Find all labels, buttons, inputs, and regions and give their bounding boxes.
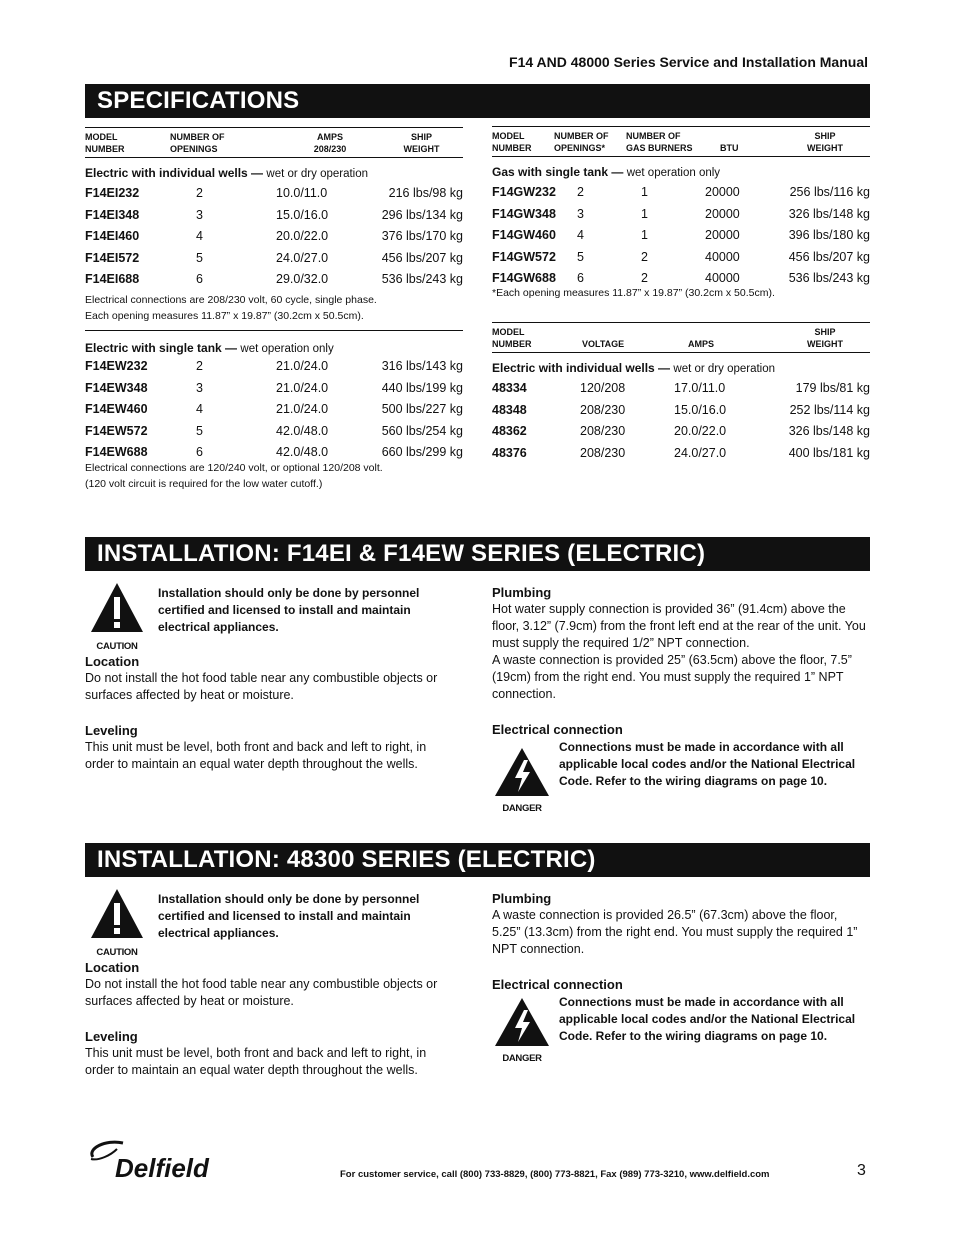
- col-header: SHIP WEIGHT: [403, 132, 440, 154]
- table-cell: 40000: [705, 271, 740, 286]
- table-cell: 20000: [705, 206, 740, 221]
- table-note: Electrical connections are 120/240 volt, or optional 120/208 volt.: [85, 461, 383, 474]
- section-text: A waste connection is provided 25” (63.5cm) above the floor, 7.5” (19cm) from the right end. You must supply the required 1” NPT connection.: [492, 653, 852, 701]
- table-row: [492, 225, 870, 247]
- table-cell: 1: [641, 228, 648, 243]
- caution-text: Installation should only be done by personnel certified and licensed to install and maintain electrical appliances.: [158, 892, 420, 940]
- table-cell: 316 lbs/143 kg: [381, 358, 463, 373]
- table-cell: 326 lbs/148 kg: [788, 206, 870, 221]
- table-cell: 179 lbs/81 kg: [795, 381, 870, 395]
- table-cell: 29.0/32.0: [276, 272, 329, 287]
- table-cell: 15.0/16.0: [674, 402, 727, 417]
- table-cell: 10.0/11.0: [276, 186, 328, 200]
- delfield-logo: [85, 1137, 265, 1186]
- plumbing-section: [492, 585, 867, 703]
- table-cell: F14EW460: [85, 402, 148, 417]
- table-cell: 296 lbs/134 kg: [381, 207, 463, 222]
- section-text: Hot water supply connection is provided 36” (91.4cm) above the floor, 3.12” (7.9cm) from the front left end at the rear of the unit. You must supply the required 1/2” NPT connection.: [492, 602, 866, 650]
- table-cell: 40000: [705, 249, 740, 264]
- location-section: [85, 654, 455, 704]
- col-header: NUMBER OF OPENINGS*: [554, 131, 609, 153]
- section-title: Leveling: [85, 1029, 138, 1044]
- table-row: [492, 400, 870, 422]
- group-title: Electric with individual wells — wet or dry operation: [85, 166, 369, 180]
- table-cell: 42.0/48.0: [276, 445, 329, 460]
- table-cell: F14EI688: [85, 272, 140, 287]
- table-header: [85, 127, 463, 158]
- table-row: [492, 378, 870, 400]
- table-cell: F14GW348: [492, 206, 556, 221]
- col-header: SHIP WEIGHT: [807, 131, 843, 153]
- table-cell: 3: [196, 207, 203, 222]
- table-cell: 400 lbs/181 kg: [788, 445, 870, 460]
- caution-icon: [88, 580, 146, 652]
- table-cell: 48348: [492, 402, 527, 417]
- col-header: SHIP WEIGHT: [807, 327, 843, 349]
- danger-icon: [492, 746, 552, 814]
- installation-48300-heading: INSTALLATION: 48300 SERIES (ELECTRIC): [85, 843, 870, 877]
- section-title: Location: [85, 960, 140, 975]
- col-header: MODEL NUMBER: [492, 327, 532, 349]
- table-row: [492, 247, 870, 269]
- leveling-section: [85, 1029, 455, 1079]
- table-cell: F14EI348: [85, 207, 140, 222]
- table-cell: 42.0/48.0: [276, 423, 329, 438]
- electrical-text: Connections must be made in accordance with all applicable local codes and/or the National Electrical Code. Refer to the wiring diagrams on page 10.: [559, 740, 856, 788]
- table-cell: 21.0/24.0: [276, 402, 329, 417]
- section-text: A waste connection is provided 26.5” (67.3cm) above the floor, 5.25” (13.3cm) from the right end. You must supply the required 1” NPT connection.: [492, 908, 858, 956]
- table-row: [85, 183, 463, 205]
- group-title: Electric with single tank — wet operation only: [85, 340, 334, 355]
- table-cell: F14EW348: [85, 380, 148, 395]
- col-header: AMPS 208/230: [313, 132, 347, 154]
- table-cell: 48376: [492, 445, 527, 460]
- table-cell: 21.0/24.0: [276, 380, 329, 395]
- table-cell: F14GW572: [492, 249, 556, 264]
- table-cell: 456 lbs/207 kg: [788, 249, 870, 264]
- group-title: Electric with individual wells — wet or dry operation: [492, 361, 776, 375]
- table-cell: 252 lbs/114 kg: [789, 402, 870, 417]
- table-cell: 15.0/16.0: [276, 207, 329, 222]
- table-row: [85, 421, 463, 443]
- table-cell: 440 lbs/199 kg: [381, 380, 463, 395]
- caution-text: Installation should only be done by personnel certified and licensed to install and maintain electrical appliances.: [158, 586, 420, 634]
- table-cell: 120/208: [580, 381, 626, 395]
- table-row: [85, 269, 463, 291]
- table-cell: 48334: [492, 381, 527, 395]
- table-cell: F14EW232: [85, 358, 148, 373]
- table-cell: 456 lbs/207 kg: [381, 250, 463, 265]
- table-row: [492, 421, 870, 443]
- section-text: Do not install the hot food table near any combustible objects or surfaces affected by heat or moisture.: [85, 977, 438, 1008]
- col-header: MODEL NUMBER: [492, 131, 532, 153]
- table-cell: F14EI232: [85, 186, 140, 200]
- group-title: Gas with single tank — wet operation only: [492, 165, 721, 179]
- table-cell: 2: [641, 249, 648, 264]
- table-cell: 2: [641, 271, 648, 286]
- table-header: [492, 322, 870, 353]
- table-cell: 1: [641, 206, 648, 221]
- series-spec-table: [492, 322, 870, 464]
- table-cell: 256 lbs/116 kg: [789, 185, 870, 199]
- danger-label: DANGER: [502, 803, 542, 814]
- caution-label: CAUTION: [96, 641, 138, 652]
- electrical-title: Electrical connection: [492, 722, 623, 737]
- table-cell: 6: [196, 445, 203, 460]
- table-row: [85, 378, 463, 400]
- table-cell: 376 lbs/170 kg: [381, 229, 463, 244]
- table-cell: 208/230: [580, 445, 626, 460]
- table-cell: 24.0/27.0: [674, 445, 727, 460]
- table-cell: F14GW232: [492, 185, 556, 199]
- specifications-heading: SPECIFICATIONS: [85, 84, 870, 118]
- table-row: [492, 182, 870, 204]
- caution-label: CAUTION: [96, 947, 138, 958]
- table-cell: 2: [196, 186, 203, 200]
- table-cell: 1: [641, 185, 648, 199]
- section-title: Leveling: [85, 723, 138, 738]
- contact-info: For customer service, call (800) 733-8829, (800) 773-8821, Fax (989) 773-3210, www.delfield.com: [340, 1169, 770, 1180]
- table-cell: 2: [196, 358, 203, 373]
- table-cell: F14EI460: [85, 229, 140, 244]
- danger-icon: [492, 996, 552, 1064]
- logo-text: Delfield: [115, 1153, 209, 1181]
- table-cell: 17.0/11.0: [674, 381, 726, 395]
- table-note: Each opening measures 11.87” x 19.87” (30.2cm x 50.5cm).: [85, 308, 463, 331]
- table-cell: F14GW688: [492, 271, 556, 286]
- table-cell: 3: [577, 206, 584, 221]
- table-cell: 5: [196, 250, 203, 265]
- col-header: MODEL NUMBER: [85, 132, 125, 154]
- table-cell: 500 lbs/227 kg: [381, 402, 463, 417]
- table-cell: 20.0/22.0: [276, 229, 329, 244]
- section-title: Location: [85, 654, 140, 669]
- table-cell: 20000: [705, 185, 740, 199]
- col-header: NUMBER OF OPENINGS: [170, 132, 225, 154]
- section-text: Do not install the hot food table near any combustible objects or surfaces affected by heat or moisture.: [85, 671, 438, 702]
- plumbing-section: [492, 891, 867, 958]
- electrical-text: Connections must be made in accordance with all applicable local codes and/or the National Electrical Code. Refer to the wiring diagrams on page 10.: [559, 995, 856, 1043]
- table-cell: 216 lbs/98 kg: [388, 186, 463, 200]
- table-cell: 208/230: [580, 402, 626, 417]
- manual-title: F14 AND 48000 Series Service and Installation Manual: [509, 54, 868, 70]
- section-text: This unit must be level, both front and back and left to right, in order to maintain an equal water depth throughout the wells.: [85, 1046, 427, 1077]
- table-cell: 24.0/27.0: [276, 250, 329, 265]
- table-cell: 4: [196, 402, 203, 417]
- table-cell: F14EI572: [85, 250, 140, 265]
- table-cell: 20.0/22.0: [674, 424, 727, 439]
- table-note: Electrical connections are 208/230 volt, 60 cycle, single phase.: [85, 293, 377, 306]
- table-cell: 396 lbs/180 kg: [788, 228, 870, 243]
- table-cell: F14EW688: [85, 445, 148, 460]
- gas-spec-table: [492, 126, 870, 301]
- danger-label: DANGER: [502, 1053, 542, 1064]
- table-row: [85, 248, 463, 270]
- table-row: [492, 443, 870, 465]
- table-cell: 2: [577, 185, 584, 199]
- electrical-title: Electrical connection: [492, 977, 623, 992]
- table-cell: 560 lbs/254 kg: [381, 423, 463, 438]
- table-row: [492, 204, 870, 226]
- caution-icon: [88, 886, 146, 958]
- table-row: [85, 399, 463, 421]
- col-header: AMPS: [688, 339, 715, 349]
- table-cell: F14GW460: [492, 228, 556, 243]
- page-number: 3: [857, 1162, 866, 1179]
- table-row: [85, 356, 463, 378]
- leveling-section: [85, 723, 455, 773]
- table-cell: 20000: [705, 228, 740, 243]
- table-cell: 326 lbs/148 kg: [788, 424, 870, 439]
- table-cell: 536 lbs/243 kg: [788, 271, 870, 286]
- table-cell: 4: [577, 228, 584, 243]
- table-cell: 5: [577, 249, 584, 264]
- table-cell: 208/230: [580, 424, 626, 439]
- table-cell: 6: [577, 271, 584, 286]
- col-header: BTU: [720, 143, 739, 153]
- table-cell: 4: [196, 229, 203, 244]
- table-row: [85, 205, 463, 227]
- table-row: [85, 226, 463, 248]
- table-note: *Each opening measures 11.87” x 19.87” (30.2cm x 50.5cm).: [492, 286, 775, 299]
- col-header: VOLTAGE: [582, 339, 625, 349]
- location-section: [85, 960, 455, 1010]
- table-note: (120 volt circuit is required for the low water cutoff.): [85, 477, 323, 490]
- table-cell: 3: [196, 380, 203, 395]
- section-title: Plumbing: [492, 891, 552, 906]
- section-title: Plumbing: [492, 585, 552, 600]
- electric-spec-table: [85, 127, 463, 492]
- table-cell: 5: [196, 423, 203, 438]
- table-header: [492, 126, 870, 157]
- table-cell: 21.0/24.0: [276, 358, 329, 373]
- section-text: This unit must be level, both front and back and left to right, in order to maintain an equal water depth throughout the wells.: [85, 740, 427, 771]
- table-cell: 48362: [492, 424, 527, 439]
- table-cell: 6: [196, 272, 203, 287]
- table-cell: 536 lbs/243 kg: [381, 272, 463, 287]
- table-cell: F14EW572: [85, 423, 148, 438]
- col-header: NUMBER OF GAS BURNERS: [626, 131, 693, 153]
- table-cell: 660 lbs/299 kg: [381, 445, 463, 460]
- installation-electric-heading: INSTALLATION: F14EI & F14EW SERIES (ELECTRIC): [85, 537, 870, 571]
